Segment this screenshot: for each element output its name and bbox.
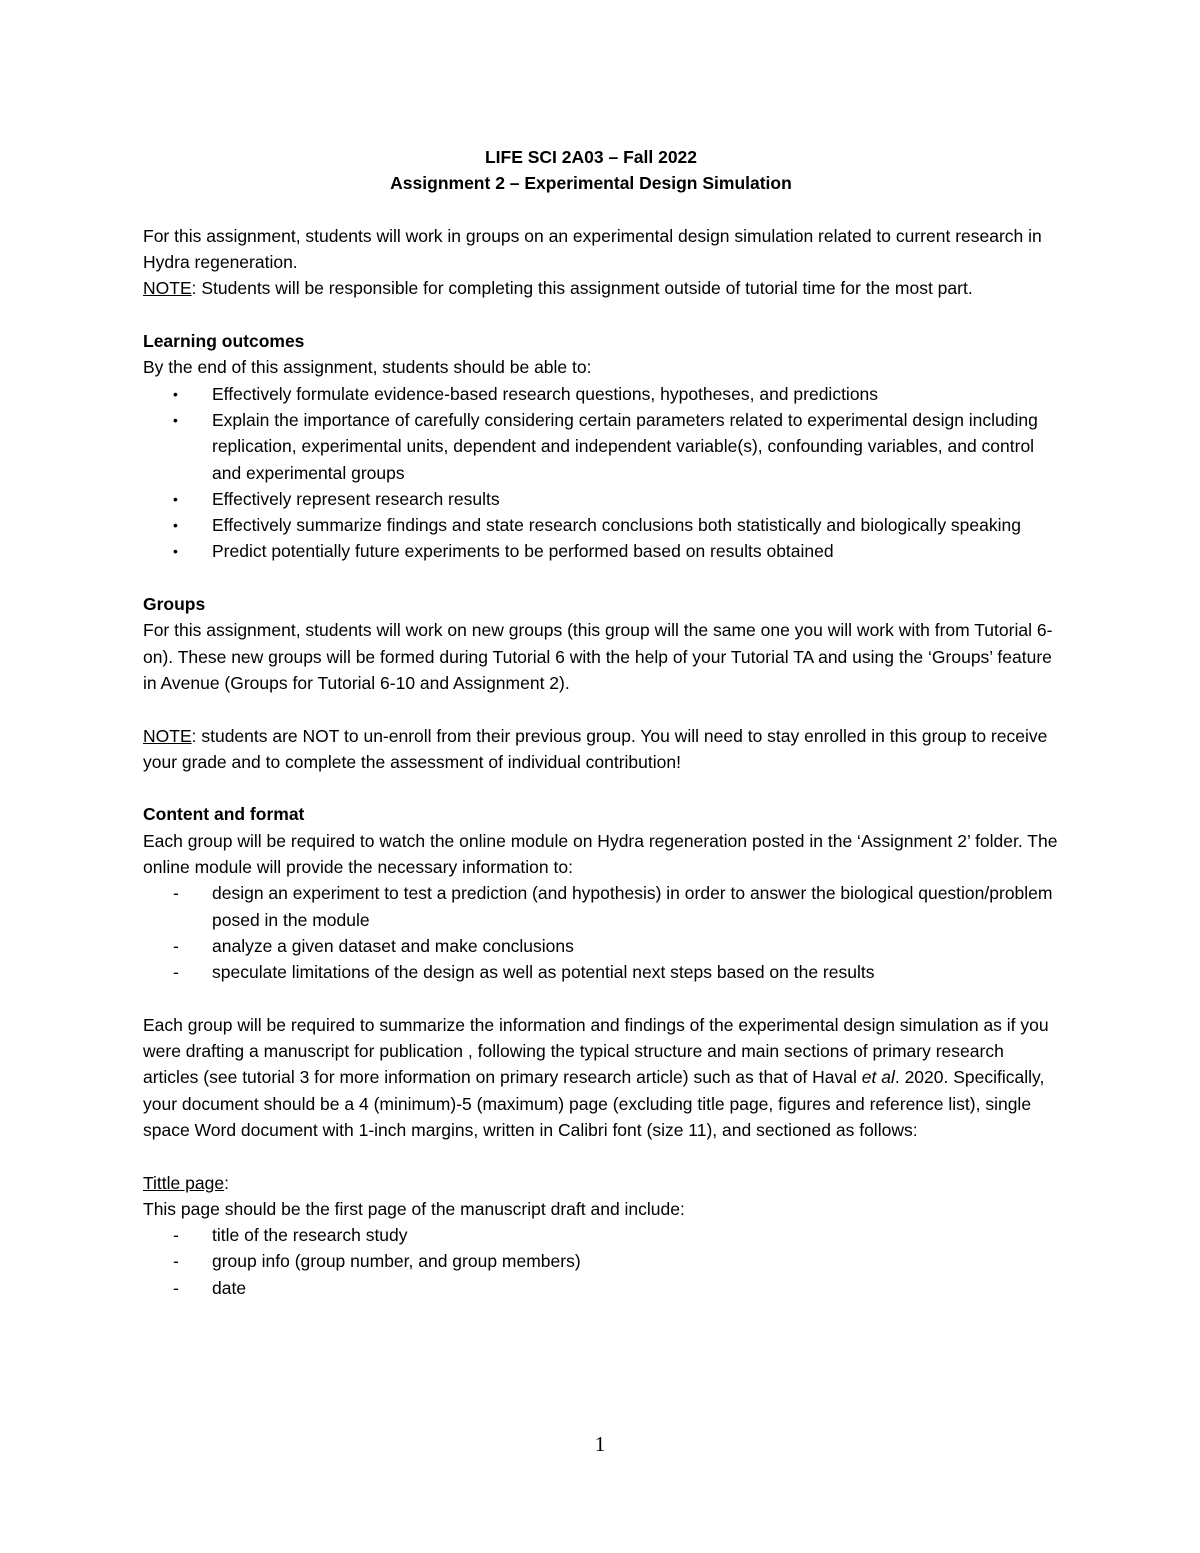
list-item: [143, 880, 1063, 933]
page-number: 1: [594, 1432, 606, 1456]
list-item-text: title of the research study: [212, 1225, 408, 1246]
module-tasks-list: [143, 880, 1063, 985]
course-title: LIFE SCI 2A03 – Fall 2022: [484, 147, 698, 167]
list-item-text: Effectively represent research results: [212, 488, 500, 509]
learning-outcomes-lead: By the end of this assignment, students should be able to:: [143, 357, 592, 378]
list-item: [143, 933, 1063, 959]
content-format-heading: Content and format: [143, 804, 305, 825]
spacer: [143, 1143, 1063, 1169]
dash-icon: -: [173, 962, 179, 983]
spacer: [143, 197, 1063, 223]
list-item: [143, 538, 1063, 564]
list-item: [143, 1248, 1063, 1274]
summary-text: Each group will be required to summarize the information and findings of the experimental design simulation as if you were drafting a manuscript for publication , following the typical structure and main sections of primary research articles (see tutorial 3 for more information on primary research article) such as that of Haval: [143, 1014, 1049, 1088]
bullet-icon: •: [173, 411, 178, 428]
note-label: NOTE: [143, 725, 192, 746]
dash-icon: -: [173, 883, 179, 904]
content-format-lead: Each group will be required to watch the online module on Hydra regeneration posted in the ‘Assignment 2’ folder. The online module will provide the necessary information to:: [143, 830, 1058, 878]
dash-icon: -: [173, 1251, 179, 1272]
list-item: [143, 486, 1063, 512]
summary-italic: et al: [861, 1067, 895, 1088]
list-item-text: date: [212, 1277, 247, 1298]
spacer: [143, 986, 1063, 1012]
list-item: [143, 959, 1063, 985]
note-label: NOTE: [143, 278, 192, 299]
intro-paragraph: For this assignment, students will work in groups on an experimental design simulation related to current research in Hydra regeneration.: [143, 225, 1042, 273]
groups-heading: Groups: [143, 594, 206, 615]
title-page-colon: :: [224, 1172, 229, 1193]
learning-outcomes-heading: Learning outcomes: [143, 331, 305, 352]
note-text: : Students will be responsible for completing this assignment outside of tutorial time for the most part.: [191, 278, 973, 299]
bullet-icon: •: [173, 385, 178, 402]
list-item: [143, 381, 1063, 407]
dash-icon: -: [173, 1277, 179, 1298]
groups-note: [143, 723, 1063, 776]
spacer: [143, 302, 1063, 328]
groups-paragraph: For this assignment, students will work on new groups (this group will the same one you will work with from Tutorial 6- on). These new groups will be formed during Tutorial 6 with the help of your Tutorial TA and using the ‘Groups’ feature in Avenue (Groups for Tutorial 6-10 and Assignment 2).: [143, 620, 1053, 693]
assignment-title: Assignment 2 – Experimental Design Simulation: [390, 173, 792, 194]
list-item-text: speculate limitations of the design as well as potential next steps based on the results: [212, 962, 875, 983]
list-item: [143, 407, 1063, 486]
summary-text: . 2020. Specifically, your document should be a 4 (minimum)-5 (maximum) page (excluding title page, figures and reference list), single space Word document with 1-inch margins, written in Calibri font (size 11), and sectioned as follows:: [143, 1067, 1045, 1140]
list-item-text: Explain the importance of carefully considering certain parameters related to experimental design including replication, experimental units, dependent and independent variable(s), confounding variables, and control and experimental groups: [212, 409, 1038, 483]
document-body: [143, 144, 1063, 1301]
bullet-icon: •: [173, 517, 178, 534]
spacer: [143, 775, 1063, 801]
list-item-text: Effectively summarize findings and state research conclusions both statistically and biologically speaking: [212, 515, 1021, 536]
list-item-text: Effectively formulate evidence-based research questions, hypotheses, and predictions: [212, 383, 879, 404]
bullet-icon: •: [173, 543, 178, 560]
list-item: [143, 1275, 1063, 1301]
title-page-list: [143, 1222, 1063, 1301]
spacer: [143, 696, 1063, 722]
list-item-text: design an experiment to test a prediction (and hypothesis) in order to answer the biological question/problem posed in the module: [212, 883, 1053, 930]
list-item: [143, 512, 1063, 538]
spacer: [143, 565, 1063, 591]
title-page-lead: This page should be the first page of the manuscript draft and include:: [143, 1198, 685, 1219]
title-page-label: Tittle page: [143, 1172, 225, 1193]
bullet-icon: •: [173, 490, 178, 507]
intro-note: [143, 275, 1063, 301]
list-item-text: group info (group number, and group members): [212, 1251, 581, 1272]
dash-icon: -: [173, 1225, 179, 1246]
note-text: : students are NOT to un-enroll from their previous group. You will need to stay enrolled in this group to receive your grade and to complete the assessment of individual contribution!: [143, 725, 1048, 772]
dash-icon: -: [173, 935, 179, 956]
summary-paragraph: [143, 1012, 1063, 1143]
list-item-text: Predict potentially future experiments to be performed based on results obtained: [212, 541, 834, 562]
learning-outcomes-list: [143, 381, 1063, 565]
list-item-text: analyze a given dataset and make conclusions: [212, 935, 574, 956]
title-page-heading: [143, 1170, 1063, 1196]
list-item: [143, 1222, 1063, 1248]
